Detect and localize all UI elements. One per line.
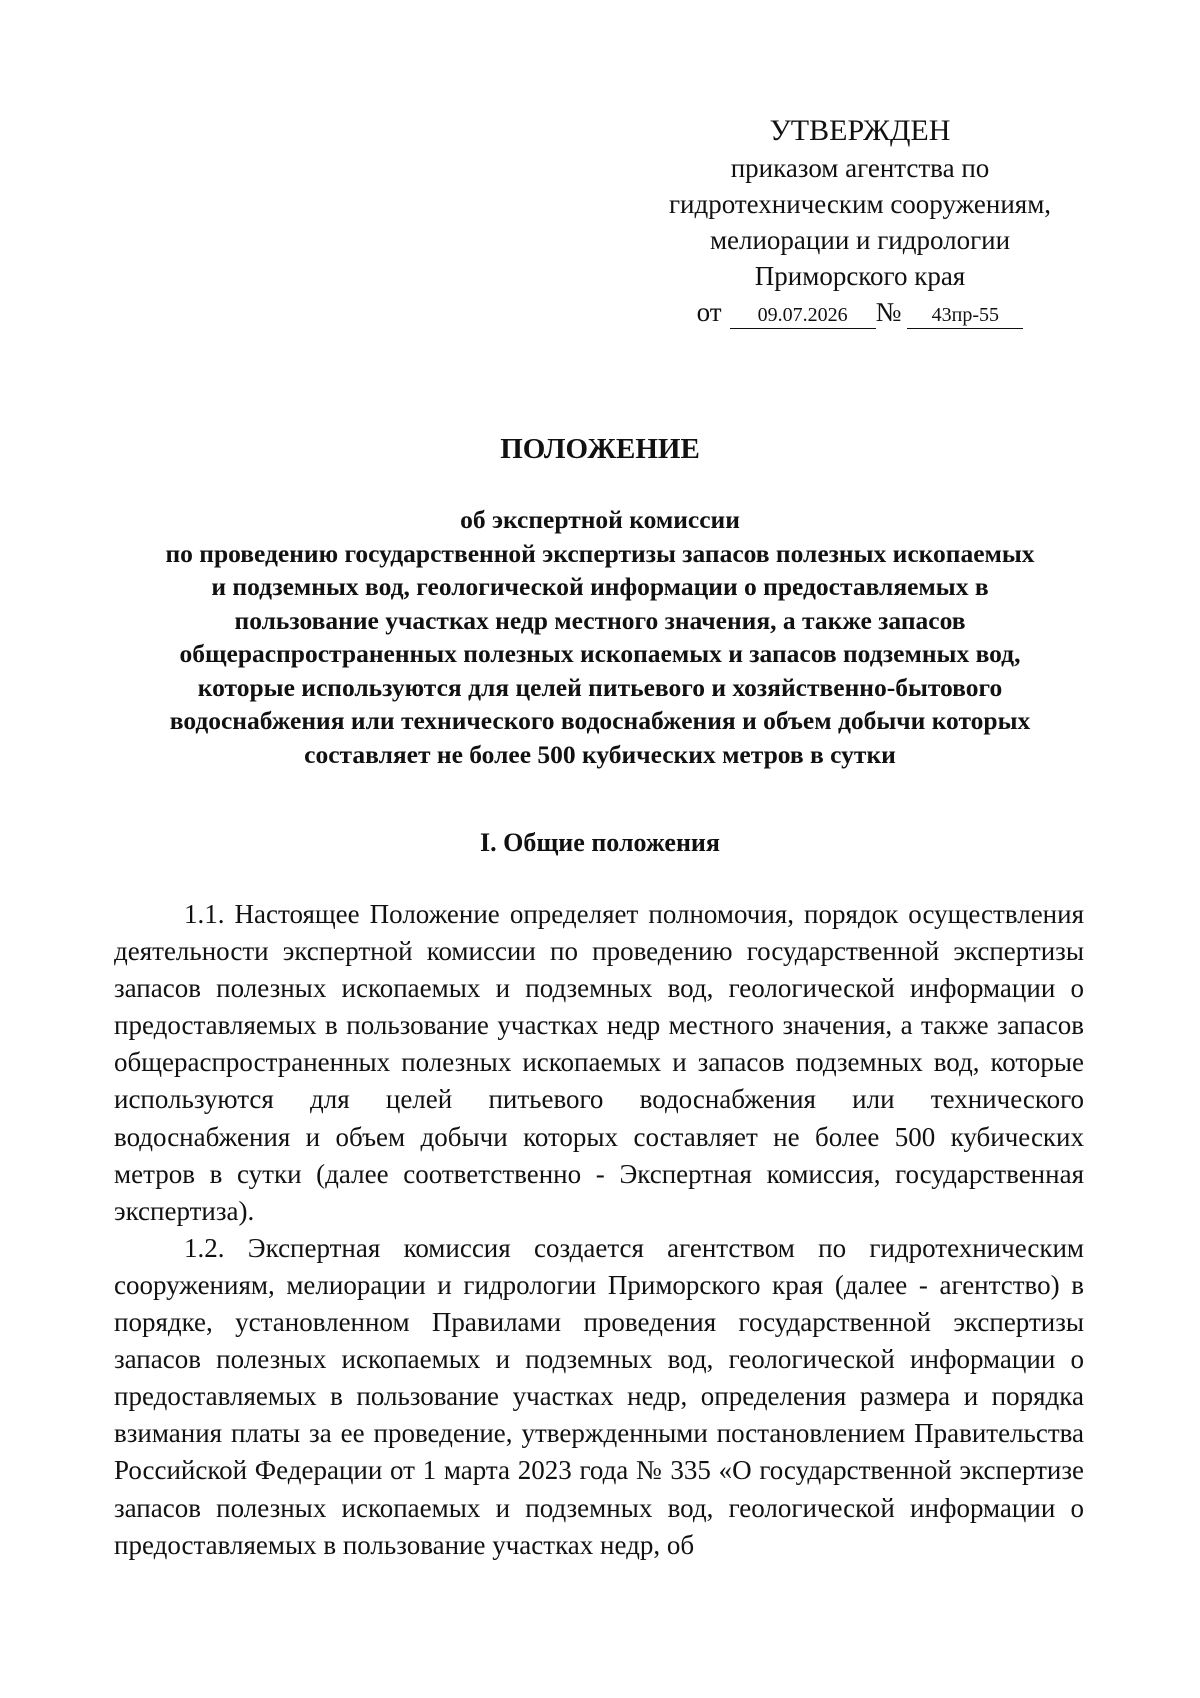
- document-title: ПОЛОЖЕНИЕ: [500, 433, 700, 465]
- order-date: 09.07.2026: [730, 302, 876, 329]
- section-heading: I. Общие положения: [480, 828, 720, 857]
- order-number: 43пр-55: [907, 302, 1023, 329]
- subtitle-line: и подземных вод, геологической информации о предоставляемых в: [211, 572, 989, 601]
- subtitle-line: составляет не более 500 кубических метров в сутки: [304, 739, 896, 769]
- subtitle-line: пользование участках недр местного значения, а также запасов: [234, 605, 966, 635]
- document-subtitle: [100, 503, 1100, 771]
- approval-line-1: приказом агентства по: [730, 153, 990, 183]
- approval-title: УТВЕРЖДЕН: [769, 114, 951, 147]
- order-number-line: [640, 294, 1080, 330]
- approval-line-4: Приморского края: [754, 261, 966, 291]
- section-body: [114, 896, 1084, 1564]
- approval-line-2: гидротехническим сооружениям,: [668, 189, 1052, 219]
- paragraph-1-2: 1.2. Экспертная комиссия создается агентством по гидротехническим сооружениям, мелиорации и гидрологии Приморского края (далее - агентство) в порядке, установленном Правилами проведения государственной экспертизы запасов полезных ископаемых и подземных вод, геологической информации о предоставляемых в пользование участках недр, определения размера и порядка взимания платы за ее проведение, утвержденными постановлением Правительства Российской Федерации от 1 марта 2023 года № 335 «О государственной экспертизе запасов полезных ископаемых и подземных вод, геологической информации о предоставляемых в пользование участках недр, об: [114, 1232, 1084, 1560]
- subtitle-line: об экспертной комиссии: [460, 505, 740, 534]
- from-label: от: [696, 297, 722, 327]
- approval-line-3: мелиорации и гидрологии: [709, 225, 1011, 255]
- subtitle-line: по проведению государственной экспертизы запасов полезных ископаемых: [165, 538, 1035, 568]
- paragraph-1-1: 1.1. Настоящее Положение определяет полномочия, порядок осуществления деятельности экспертной комиссии по проведению государственной экспертизы запасов полезных ископаемых и подземных вод, геологической информации о предоставляемых в пользование участках недр местного значения, а также запасов общераспространенных полезных ископаемых и запасов подземных вод, которые используются для целей питьевого водоснабжения или технического водоснабжения и объем добычи которых составляет не более 500 кубических метров в сутки (далее соответственно - Экспертная комиссия, государственная экспертиза).: [114, 899, 1084, 1226]
- subtitle-line: общераспространенных полезных ископаемых и запасов подземных вод,: [179, 639, 1021, 668]
- approval-stamp: [640, 112, 1080, 330]
- subtitle-line: которые используются для целей питьевого и хозяйственно-бытового: [197, 672, 1003, 702]
- subtitle-line: водоснабжения или технического водоснабжения и объем добычи которых: [169, 706, 1031, 735]
- number-label: №: [875, 297, 902, 327]
